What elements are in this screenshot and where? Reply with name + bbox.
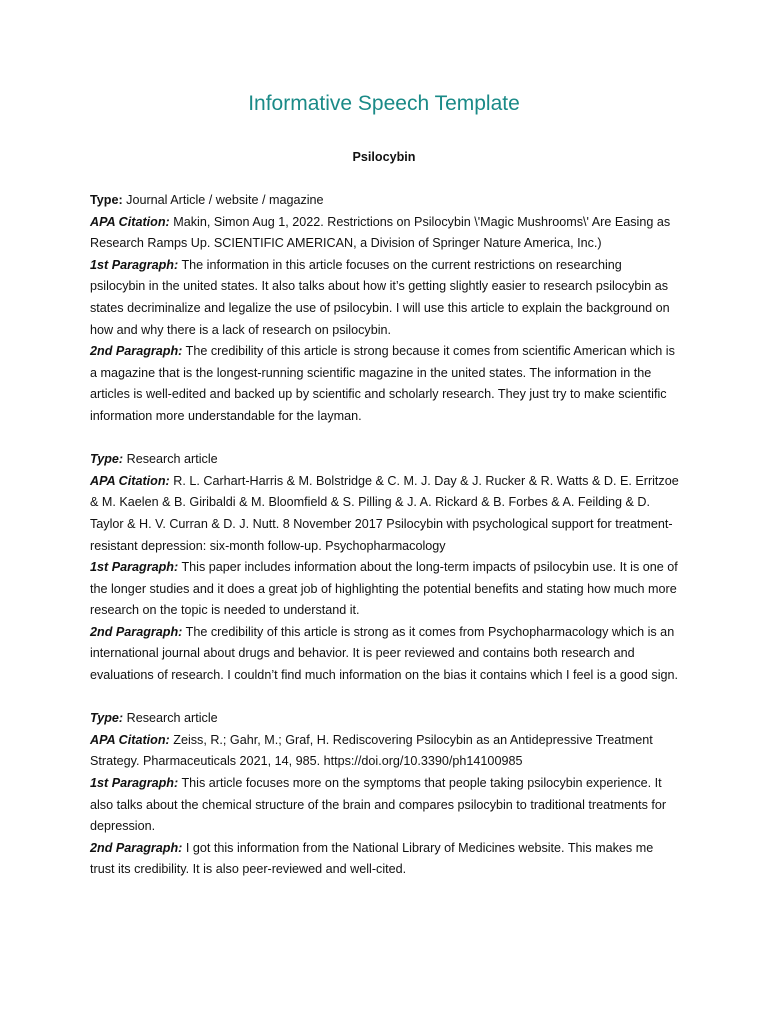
first-paragraph-label: 1st Paragraph: <box>90 257 179 272</box>
citation-value: Zeiss, R.; Gahr, M.; Graf, H. Rediscovering Psilocybin as an Antidepressive Treatment Strategy. Pharmaceuticals 2021, 14, 985. https://doi.org/10.3390/ph14100985 <box>90 732 653 769</box>
citation-value: R. L. Carhart-Harris & M. Bolstridge & C. M. J. Day & J. Rucker & R. Watts & D. E. Erritzoe & M. Kaelen & B. Giribaldi & M. Bloomfield & S. Pilling & J. A. Rickard & B. Forbes & A. Feilding & D. Taylor & H. V. Curran & D. J. Nutt. 8 November 2017 Psilocybin with psychological support for treatment-resistant depression: six-month follow-up. Psychopharmacology <box>90 473 679 553</box>
type-label: Type: <box>90 711 124 726</box>
citation-label: APA Citation: <box>90 473 170 488</box>
first-paragraph <box>90 255 680 341</box>
source-entry-3 <box>90 708 680 881</box>
first-paragraph <box>90 557 680 622</box>
type-value: Research article <box>123 711 218 726</box>
second-paragraph-text: The credibility of this article is strong as it comes from Psychopharmacology which is an international journal about drugs and behavior. It is peer reviewed and contains both research and evaluations of research. I couldn’t find much information on the bias it contains which I feel is a good sign. <box>90 624 679 683</box>
second-paragraph-label: 2nd Paragraph: <box>90 840 183 855</box>
second-paragraph <box>90 838 680 881</box>
second-paragraph-text: The credibility of this article is strong because it comes from scientific American which is a magazine that is the longest-running scientific magazine in the united states. The information in the articles is well-edited and backed up by scientific and scholarly research. They just try to make scientific information more understandable for the layman. <box>90 344 675 423</box>
document-title: Informative Speech Template <box>248 92 520 115</box>
document-body <box>90 190 680 903</box>
apa-citation <box>90 471 680 557</box>
type-value: Journal Article / website / magazine <box>122 193 324 207</box>
second-paragraph <box>90 341 680 427</box>
apa-citation <box>90 212 680 255</box>
citation-value: Makin, Simon Aug 1, 2022. Restrictions on Psilocybin \'Magic Mushrooms\' Are Easing as Research Ramps Up. SCIENTIFIC AMERICAN, a Division of Springer Nature America, Inc.) <box>90 214 671 251</box>
source-type <box>90 190 680 212</box>
first-paragraph-label: 1st Paragraph: <box>90 560 179 575</box>
source-entry-1 <box>90 190 680 428</box>
second-paragraph-label: 2nd Paragraph: <box>90 624 183 639</box>
first-paragraph <box>90 773 680 838</box>
source-type <box>90 708 680 730</box>
document-subtitle: Psilocybin <box>352 150 416 164</box>
second-paragraph-text: I got this information from the National Library of Medicines website. This makes me trust its credibility. It is also peer-reviewed and well-cited. <box>90 840 654 877</box>
first-paragraph-text: The information in this article focuses on the current restrictions on researching psilocybin in the united states. It also talks about how it’s getting slightly easier to research psilocybin as states decriminalize and legalize the use of psilocybin. I will use this article to explain the background on how and why there is a lack of research on psilocybin. <box>90 257 670 337</box>
second-paragraph-label: 2nd Paragraph: <box>90 344 183 359</box>
type-label: Type: <box>90 193 123 207</box>
first-paragraph-label: 1st Paragraph: <box>90 776 179 791</box>
first-paragraph-text: This article focuses more on the symptoms that people taking psilocybin experience. It also talks about the chemical structure of the brain and compares psilocybin to traditional treatments for depression. <box>90 776 667 834</box>
type-label: Type: <box>90 452 124 467</box>
source-entry-2 <box>90 449 680 687</box>
citation-label: APA Citation: <box>90 732 170 747</box>
second-paragraph <box>90 622 680 687</box>
source-type <box>90 449 680 471</box>
apa-citation <box>90 730 680 773</box>
type-value: Research article <box>123 452 218 467</box>
first-paragraph-text: This paper includes information about the long-term impacts of psilocybin use. It is one of the longer studies and it does a great job of highlighting the potential benefits and stating how much more research on the topic is needed to understand it. <box>90 560 678 618</box>
citation-label: APA Citation: <box>90 214 170 229</box>
